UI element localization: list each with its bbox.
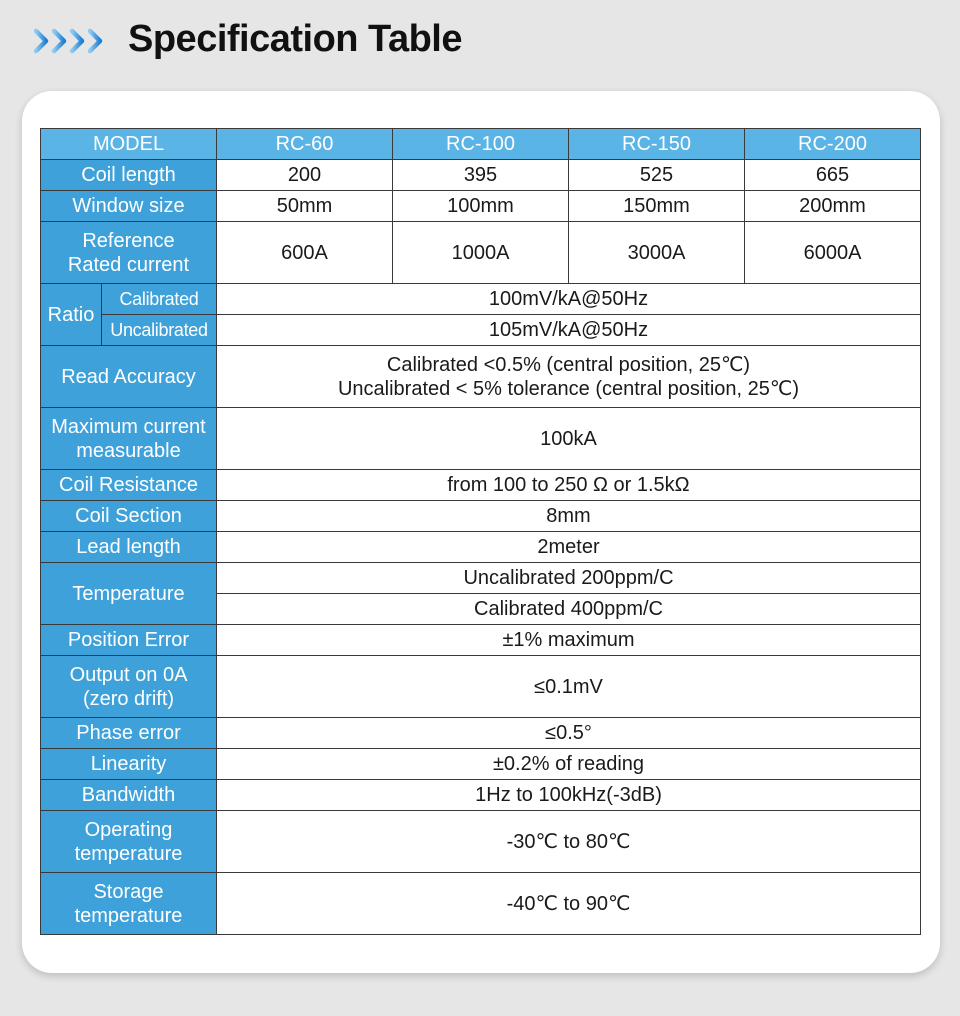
- table-row-operating-temperature: [41, 811, 921, 873]
- table-row-temperature-uncalibrated: [41, 563, 921, 594]
- read-accuracy-value: [217, 346, 921, 408]
- model-header: MODEL: [41, 129, 217, 160]
- lead-length-value: 2meter: [217, 532, 921, 563]
- table-row-phase-error: [41, 718, 921, 749]
- page-title: Specification Table: [128, 18, 462, 60]
- max-current-value: 100kA: [217, 408, 921, 470]
- table-row-coil-resistance: [41, 470, 921, 501]
- max-current-label-line1: Maximum current: [51, 415, 206, 438]
- ratio-uncalibrated-label: Uncalibrated: [102, 315, 217, 346]
- storage-temperature-label-line1: Storage: [93, 880, 164, 903]
- operating-temperature-label: [41, 811, 217, 873]
- window-size-value: 100mm: [393, 191, 569, 222]
- output-0a-label: [41, 656, 217, 718]
- table-row-model: [41, 129, 921, 160]
- coil-length-label: Coil length: [41, 160, 217, 191]
- ratio-calibrated-value: 100mV/kA@50Hz: [217, 284, 921, 315]
- phase-error-label: Phase error: [41, 718, 217, 749]
- coil-section-value: 8mm: [217, 501, 921, 532]
- operating-temperature-value: -30℃ to 80℃: [217, 811, 921, 873]
- table-row-ratio-uncalibrated: [41, 315, 921, 346]
- table-row-storage-temperature: [41, 873, 921, 935]
- window-size-value: 200mm: [745, 191, 921, 222]
- coil-resistance-label: Coil Resistance: [41, 470, 217, 501]
- output-0a-label-line1: Output on 0A: [69, 663, 188, 686]
- rated-current-value: 1000A: [393, 222, 569, 284]
- table-row-window-size: [41, 191, 921, 222]
- output-0a-value: ≤0.1mV: [217, 656, 921, 718]
- output-0a-label-line2: (zero drift): [82, 687, 175, 710]
- linearity-label: Linearity: [41, 749, 217, 780]
- rated-current-label-line1: Reference: [82, 229, 175, 252]
- table-row-ratio-calibrated: [41, 284, 921, 315]
- temperature-calibrated-value: Calibrated 400ppm/C: [217, 594, 921, 625]
- table-row-position-error: [41, 625, 921, 656]
- rated-current-label-line2: Rated current: [67, 253, 190, 276]
- linearity-value: ±0.2% of reading: [217, 749, 921, 780]
- operating-temperature-label-line1: Operating: [84, 818, 173, 841]
- window-size-value: 150mm: [569, 191, 745, 222]
- position-error-value: ±1% maximum: [217, 625, 921, 656]
- table-row-output-0a: [41, 656, 921, 718]
- temperature-uncalibrated-value: Uncalibrated 200ppm/C: [217, 563, 921, 594]
- page-header: [0, 0, 960, 84]
- ratio-label: Ratio: [41, 284, 102, 346]
- read-accuracy-label: Read Accuracy: [41, 346, 217, 408]
- rated-current-value: 6000A: [745, 222, 921, 284]
- coil-resistance-value: from 100 to 250 Ω or 1.5kΩ: [217, 470, 921, 501]
- operating-temperature-label-line2: temperature: [74, 842, 183, 865]
- table-row-coil-length: [41, 160, 921, 191]
- coil-length-value: 200: [217, 160, 393, 191]
- table-row-rated-current: [41, 222, 921, 284]
- bandwidth-label: Bandwidth: [41, 780, 217, 811]
- storage-temperature-label-line2: temperature: [74, 904, 183, 927]
- position-error-label: Position Error: [41, 625, 217, 656]
- read-accuracy-line2: Uncalibrated < 5% tolerance (central position, 25℃): [337, 377, 800, 400]
- lead-length-label: Lead length: [41, 532, 217, 563]
- table-row-linearity: [41, 749, 921, 780]
- model-rc-150: RC-150: [569, 129, 745, 160]
- table-row-read-accuracy: [41, 346, 921, 408]
- rated-current-value: 3000A: [569, 222, 745, 284]
- window-size-value: 50mm: [217, 191, 393, 222]
- coil-length-value: 665: [745, 160, 921, 191]
- ratio-calibrated-label: Calibrated: [102, 284, 217, 315]
- storage-temperature-label: [41, 873, 217, 935]
- max-current-label: [41, 408, 217, 470]
- rated-current-value: 600A: [217, 222, 393, 284]
- coil-section-label: Coil Section: [41, 501, 217, 532]
- table-row-lead-length: [41, 532, 921, 563]
- phase-error-value: ≤0.5°: [217, 718, 921, 749]
- ratio-uncalibrated-value: 105mV/kA@50Hz: [217, 315, 921, 346]
- table-row-bandwidth: [41, 780, 921, 811]
- coil-length-value: 525: [569, 160, 745, 191]
- chevrons-right-icon: [34, 28, 112, 54]
- storage-temperature-value: -40℃ to 90℃: [217, 873, 921, 935]
- model-rc-60: RC-60: [217, 129, 393, 160]
- read-accuracy-line1: Calibrated <0.5% (central position, 25℃): [386, 353, 751, 376]
- spec-table: [40, 128, 921, 935]
- model-rc-200: RC-200: [745, 129, 921, 160]
- bandwidth-value: 1Hz to 100kHz(-3dB): [217, 780, 921, 811]
- table-row-coil-section: [41, 501, 921, 532]
- coil-length-value: 395: [393, 160, 569, 191]
- temperature-label: Temperature: [41, 563, 217, 625]
- max-current-label-line2: measurable: [76, 439, 181, 462]
- table-row-max-current: [41, 408, 921, 470]
- window-size-label: Window size: [41, 191, 217, 222]
- model-rc-100: RC-100: [393, 129, 569, 160]
- rated-current-label: [41, 222, 217, 284]
